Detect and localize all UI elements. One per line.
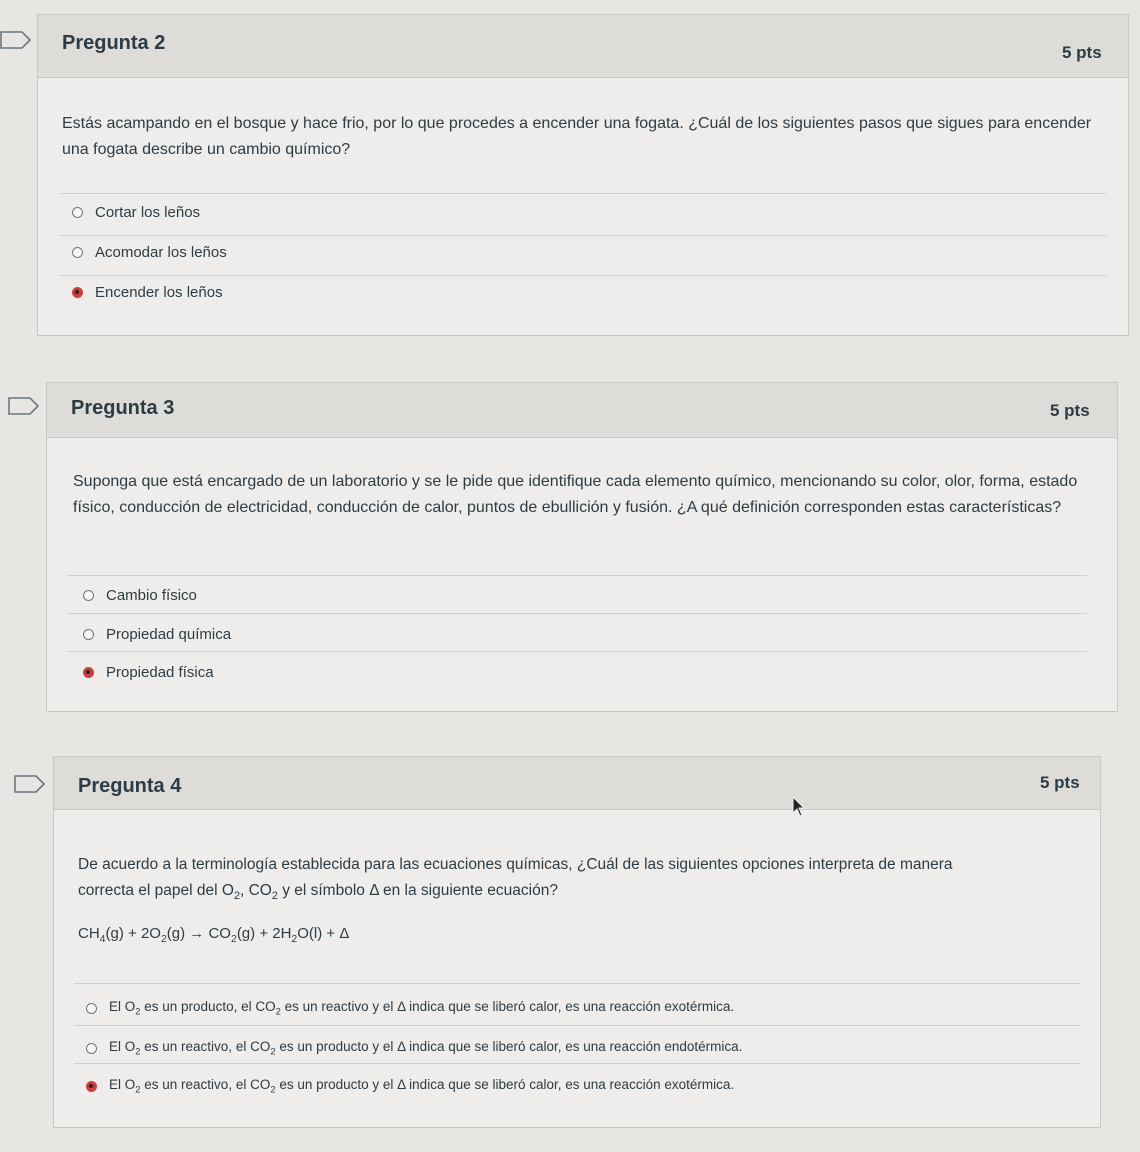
question-2-title: Pregunta 2 xyxy=(62,32,166,54)
text-fragment: , CO xyxy=(239,882,272,899)
answer-option[interactable] xyxy=(86,1029,742,1067)
answer-option[interactable] xyxy=(83,653,214,691)
question-4-header xyxy=(54,757,1100,810)
equation-part: (g) + 2H xyxy=(236,925,292,942)
answer-label: El $O_2$ es un reactivo, el $CO_2$ es un producto y el Δ indica que se liberó calor, es una reacción exotérmica. xyxy=(109,1076,735,1096)
subscript: 2 xyxy=(160,933,167,945)
answer-label: Acomodar los leños xyxy=(95,243,227,261)
radio-button[interactable] xyxy=(86,1003,97,1014)
radio-button-selected[interactable] xyxy=(83,667,94,678)
answer-label: Cambio físico xyxy=(106,586,197,604)
answer-label: Propiedad física xyxy=(106,663,214,681)
divider xyxy=(60,193,1106,194)
question-4-text-line2 xyxy=(78,878,1088,909)
radio-button[interactable] xyxy=(83,590,94,601)
question-2-header xyxy=(38,15,1128,78)
divider xyxy=(74,1063,1080,1064)
answer-option[interactable] xyxy=(86,1067,734,1105)
question-2-text: Estás acampando en el bosque y hace frio, por lo que procedes a encender una fogata. ¿Cuál de los siguientes pasos que sigues para encender una fogata describe un cambio químico? xyxy=(62,115,1092,158)
subscript: 4 xyxy=(99,933,106,945)
mouse-cursor-icon xyxy=(792,796,806,823)
text-fragment: y el símbolo Δ en la siguiente ecuación? xyxy=(277,882,558,899)
answer-label: El $O_2$ es un reactivo, el $CO_2$ es un producto y el Δ indica que se liberó calor, es una reacción endotérmica. xyxy=(109,1038,743,1058)
subscript: 2 xyxy=(291,933,298,945)
divider xyxy=(67,575,1087,576)
equation-part: (g) + 2O xyxy=(105,925,161,942)
text-fragment: correcta el papel del O xyxy=(78,882,234,899)
equation-part: CH xyxy=(78,925,100,942)
radio-button-selected[interactable] xyxy=(86,1081,97,1092)
answer-label: Encender los leños xyxy=(95,283,223,301)
question-3-header xyxy=(47,383,1117,438)
equation-part: (g) → CO xyxy=(166,925,231,942)
flag-question-4-icon[interactable] xyxy=(14,774,48,794)
question-3-title: Pregunta 3 xyxy=(71,397,175,419)
radio-button[interactable] xyxy=(72,207,83,218)
answer-option[interactable] xyxy=(72,273,223,311)
flag-question-2-icon[interactable] xyxy=(0,30,34,50)
equation-part: O(l) + Δ xyxy=(297,925,350,942)
answer-option[interactable] xyxy=(72,193,200,231)
answer-option[interactable] xyxy=(86,989,734,1027)
radio-button[interactable] xyxy=(72,247,83,258)
answer-label: El $O_2$ es un producto, el $CO_2$ es un reactivo y el Δ indica que se liberó calor, es una reacción exotérmica. xyxy=(109,998,735,1018)
subscript: 2 xyxy=(230,933,237,945)
subscript: 2 xyxy=(233,890,240,903)
answer-option[interactable] xyxy=(83,615,231,653)
question-4-card xyxy=(53,756,1101,1128)
question-2-card xyxy=(37,14,1129,336)
divider xyxy=(67,613,1087,614)
divider xyxy=(67,651,1087,652)
chemical-equation xyxy=(78,925,349,945)
radio-button[interactable] xyxy=(83,629,94,640)
question-4-points: 5 pts xyxy=(1040,773,1080,792)
divider xyxy=(74,1025,1080,1026)
question-4-text xyxy=(78,852,1088,909)
answer-option[interactable] xyxy=(72,233,227,271)
question-3-card xyxy=(46,382,1118,712)
question-3-points: 5 pts xyxy=(1050,401,1090,420)
radio-button-selected[interactable] xyxy=(72,287,83,298)
answer-label: Propiedad química xyxy=(106,625,232,643)
radio-button[interactable] xyxy=(86,1043,97,1054)
question-4-title: Pregunta 4 xyxy=(78,775,182,797)
subscript: 2 xyxy=(271,890,278,903)
question-2-points: 5 pts xyxy=(1062,43,1102,62)
question-3-text: Suponga que está encargado de un laboratorio y se le pide que identifique cada elemento químico, mencionando su color, olor, forma, estado físico, conducción de electricidad, conducción de calor, puntos de ebullición y fusión. ¿A qué definición corresponden estas características? xyxy=(73,473,1078,516)
flag-question-3-icon[interactable] xyxy=(8,396,42,416)
answer-label: Cortar los leños xyxy=(95,203,201,221)
divider xyxy=(74,983,1080,984)
answer-option[interactable] xyxy=(83,576,197,614)
question-4-text-line1: De acuerdo a la terminología establecida para las ecuaciones químicas, ¿Cuál de las siguientes opciones interpreta de manera xyxy=(78,856,953,873)
